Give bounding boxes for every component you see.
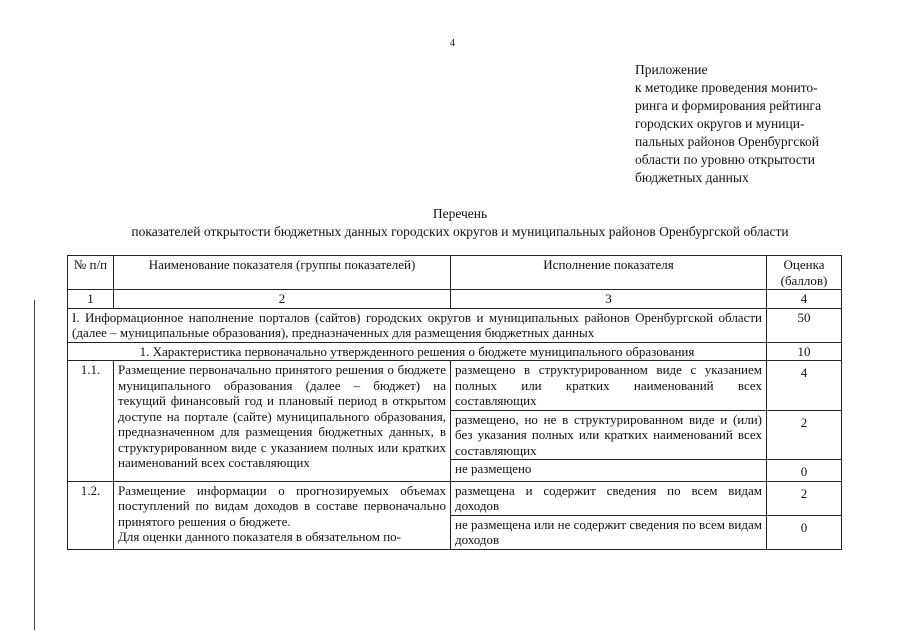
execution-option: не размещена или не содержит сведения по всем видам доходов: [451, 515, 767, 549]
section-score: 50: [767, 308, 842, 342]
option-score: 2: [767, 481, 842, 515]
indicators-table: [67, 255, 842, 550]
col-number: 3: [451, 290, 767, 309]
option-score: 2: [767, 410, 842, 460]
option-score: 4: [767, 361, 842, 411]
row-number: 1.2.: [68, 481, 114, 549]
execution-option: размещено в структурированном виде с указанием полных или кратких наименований всех составляющих: [451, 361, 767, 411]
header-score: Оценка (баллов): [767, 256, 842, 290]
subsection-row: [68, 342, 842, 361]
section-text: I. Информационное наполнение порталов (сайтов) городских округов и муниципальных районов Оренбургской области (далее – муниципальные образования), предназначенных для размещения бюджетных данных: [68, 308, 767, 342]
option-score: 0: [767, 515, 842, 549]
execution-option: не размещено: [451, 460, 767, 482]
col-number: 4: [767, 290, 842, 309]
appendix-line: пальных районов Оренбургской: [635, 134, 820, 149]
column-number-row: [68, 290, 842, 309]
option-score: 0: [767, 460, 842, 482]
indicator-name: Размещение информации о прогнозируемых объемах поступлений по видам доходов в составе первоначально принятого решения о бюджете.: [118, 482, 446, 529]
table-header-row: [68, 256, 842, 290]
subsection-text: 1. Характеристика первоначально утвержденного решения о бюджете муниципального образования: [68, 342, 767, 361]
appendix-line: Приложение: [635, 62, 708, 77]
indicator-name: Размещение первоначально принятого решения о бюджете муниципального образования (далее – бюджет) на текущий финансовый год и плановый период в открытом доступе на портале (сайте) муниципального образования, предназначенном для размещения бюджетных данных, в структурированном виде с указанием полных или кратких наименований всех составляющих: [114, 361, 451, 482]
table-row: [68, 361, 842, 411]
page-number: 4: [450, 38, 455, 49]
document-title: [60, 205, 860, 241]
table-row: [68, 481, 842, 515]
header-name: Наименование показателя (группы показателей): [114, 256, 451, 290]
indicator-name-continued: Для оценки данного показателя в обязательном по-: [118, 529, 401, 544]
title-subline: показателей открытости бюджетных данных городских округов и муниципальных районов Оренбургской области: [131, 224, 789, 239]
row-number: 1.1.: [68, 361, 114, 482]
appendix-line: к методике проведения монито-: [635, 80, 818, 95]
subsection-score: 10: [767, 342, 842, 361]
appendix-line: бюджетных данных: [635, 170, 749, 185]
title-line: Перечень: [432, 206, 488, 221]
appendix-line: городских округов и муници-: [635, 116, 805, 131]
appendix-line: области по уровню открытости: [635, 152, 815, 167]
page-edge-line: [34, 300, 35, 630]
appendix-line: ринга и формирования рейтинга: [635, 98, 822, 113]
col-number: 2: [114, 290, 451, 309]
header-exec: Исполнение показателя: [451, 256, 767, 290]
execution-option: размещена и содержит сведения по всем видам доходов: [451, 481, 767, 515]
appendix-note: [635, 61, 865, 187]
col-number: 1: [68, 290, 114, 309]
execution-option: размещено, но не в структурированном виде и (или) без указания полных или кратких наименований всех составляющих: [451, 410, 767, 460]
section-row: [68, 308, 842, 342]
header-num: № п/п: [68, 256, 114, 290]
indicator-name-cell: [114, 481, 451, 549]
